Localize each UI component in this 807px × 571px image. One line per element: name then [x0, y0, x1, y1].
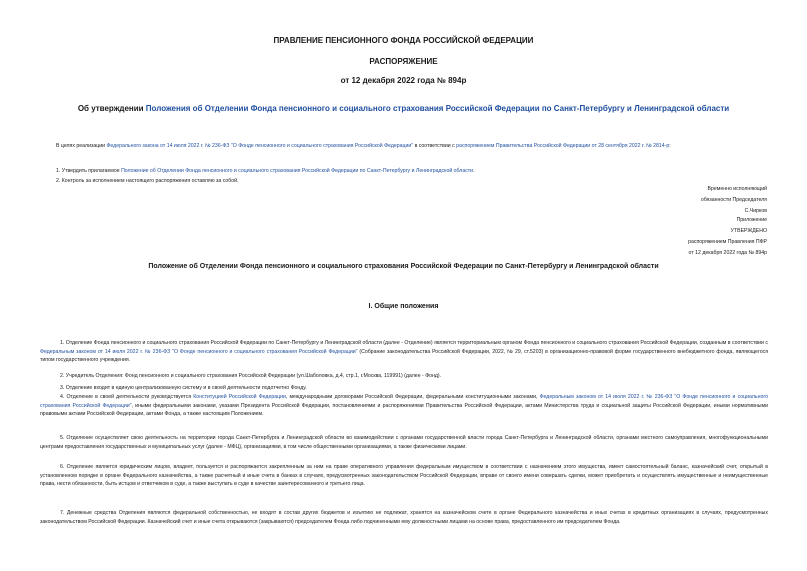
intro-text-2: в соответствии с	[413, 143, 457, 149]
federal-law-link[interactable]: Федерального закона от 14 июля 2022 г. № 236-ФЗ "О Фонде пенсионного и социального страхования Российской Федерации"	[106, 143, 414, 149]
body-paragraph-7: 7. Денежные средства Отделения являются федеральной собственностью, не входят в состав других бюджетов и изъятию не подлежат, хранятся на казначейском счете в органе Федерального казначейства и иных счетах в кредитных организациях в случаях, предусмотренных законодательством Российской Федерации. Казначейский счет и иные счета открываются (закрываются) председателем Фонда либо подчиненными ему должностными лицами на основе права, предоставленного им председателем Фонда.	[40, 510, 768, 525]
document-title-link[interactable]: Положения об Отделении Фонда пенсионного и социального страхования Российской Федерации по Санкт-Петербургу и Ленинградской области	[145, 104, 730, 113]
p1-federal-law-link[interactable]: Федеральным законом от 14 июля 2022 г. № 236-ФЗ "О Фонде пенсионного и социального страхования Российской Федерации"	[40, 348, 358, 355]
signature-line-1: Временно исполняющий	[707, 186, 767, 192]
document-type: РАСПОРЯЖЕНИЕ	[369, 57, 438, 66]
intro-text-3: :	[669, 143, 671, 149]
approval-line-4: от 12 декабря 2022 года № 894р	[688, 250, 767, 256]
p1-text-1: 1. Отделение Фонда пенсионного и социального страхования Российской Федерации по Санкт-Петербургу и Ленинградской области (далее - Отделение) является территориальным органом Фонда пенсионного и социального страхования Российской Федерации, созданным в соответствии с	[60, 340, 768, 346]
approval-line-1: Приложение	[736, 217, 767, 223]
section-title: I. Общие положения	[368, 303, 439, 310]
approval-block	[688, 215, 767, 259]
government-order-link[interactable]: распоряжением Правительства Российской Федерации от 28 сентября 2022 г. № 2814-р	[456, 143, 670, 149]
body-paragraph-5: 5. Отделение осуществляет свою деятельность на территории города Санкт-Петербурга и Ленинградской области во взаимодействии с органами государственной власти города Санкт-Петербурга и Ленинградской области, органами местного самоуправления, многофункциональными центрами предоставления государственных и муниципальных услуг (далее - МФЦ), организациями, в том числе общественными организациями, а также физическими лицами.	[40, 435, 768, 450]
p4-text-2: , международными договорами Российской Федерации, федеральными конституционными законами,	[285, 394, 540, 400]
p4-federal-law-link[interactable]: Федеральным законом от 14 июля 2022 г. № 236-ФЗ "О Фонде пенсионного и социального страхования Российской Федерации"	[40, 394, 769, 409]
p4-text-1: 4. Отделение в своей деятельности руководствуется	[60, 394, 194, 400]
approval-line-2: УТВЕРЖДЕНО	[730, 228, 767, 234]
body-paragraph-3: 3. Отделение входит в единую централизованную систему и в своей деятельности подотчетно Фонду.	[60, 385, 307, 391]
body-paragraph-1	[40, 339, 768, 365]
intro-paragraph	[40, 142, 768, 151]
constitution-link[interactable]: Конституцией Российской Федерации	[193, 394, 286, 400]
p1-text-2: (Собрание законодательства Российской Федерации, 2022, № 29, ст.5203) в организационно-правовой форме государственного внебюджетного фонда, являющегося типом государственного учреждения.	[40, 348, 769, 364]
body-paragraph-6: 6. Отделение является юридическим лицом, владеет, пользуется и распоряжается закрепленным за ним на праве оперативного управления федеральным имуществом в соответствии с назначением этого имущества, имеет самостоятельный баланс, казначейский счет, открытый в установленном порядке в органе Федерального казначейства, а также расчетный и иные счета в банках в случаях, предусмотренных законодательством Российской Федерации, вправе от своего имени совершать сделки, может приобретать и осуществлять имущественные и неимущественные права, нести обязанности, быть истцом и ответчиком в суде, а также выступать в суде в качестве заинтересованного и третьего лица.	[40, 464, 768, 488]
document-title	[0, 104, 807, 113]
p4-text-3: , иными федеральными законами, указами Президента Российской Федерации, постановлениями и распоряжениями Правительства Российской Федерации, актами Министерства труда и социальной защиты Российской Федерации, иными нормативными правовыми актами Российской Федерации, актами Фонда, а также настоящим Положением.	[40, 402, 768, 418]
signature-line-2: обязанности Председателя	[700, 197, 767, 203]
regulation-title: Положение об Отделении Фонда пенсионного и социального страхования Российской Федерации по Санкт-Петербургу и Ленинградской области	[148, 263, 659, 270]
body-paragraph-4	[40, 393, 768, 419]
approval-line-3: распоряжением Правления ПФР	[688, 239, 767, 245]
regulation-link[interactable]: Положение об Отделении Фонда пенсионного и социального страхования Российской Федерации по Санкт-Петербургу и Ленинградской области	[121, 168, 474, 174]
document-date-number: от 12 декабря 2022 года № 894р	[340, 76, 467, 85]
order-point-1	[40, 167, 768, 176]
point1-text-1: 1. Утвердить прилагаемое	[56, 168, 122, 174]
order-point-2: 2. Контроль за исполнением настоящего распоряжения оставляю за собой.	[56, 178, 239, 184]
document-title-prefix: Об утверждении	[77, 104, 146, 113]
point1-text-2: .	[473, 168, 475, 174]
body-paragraph-2: 2. Учредитель Отделения: Фонд пенсионного и социального страхования Российской Федерации (ул.Шаболовка, д.4, стр.1, г.Москва, 119991) (далее - Фонд).	[60, 373, 442, 379]
organization-heading: ПРАВЛЕНИЕ ПЕНСИОННОГО ФОНДА РОССИЙСКОЙ ФЕДЕРАЦИИ	[273, 36, 534, 45]
intro-text-1: В целях реализации	[56, 143, 107, 149]
signature-name: С.Чирков	[744, 208, 767, 214]
signature-block	[701, 184, 767, 217]
